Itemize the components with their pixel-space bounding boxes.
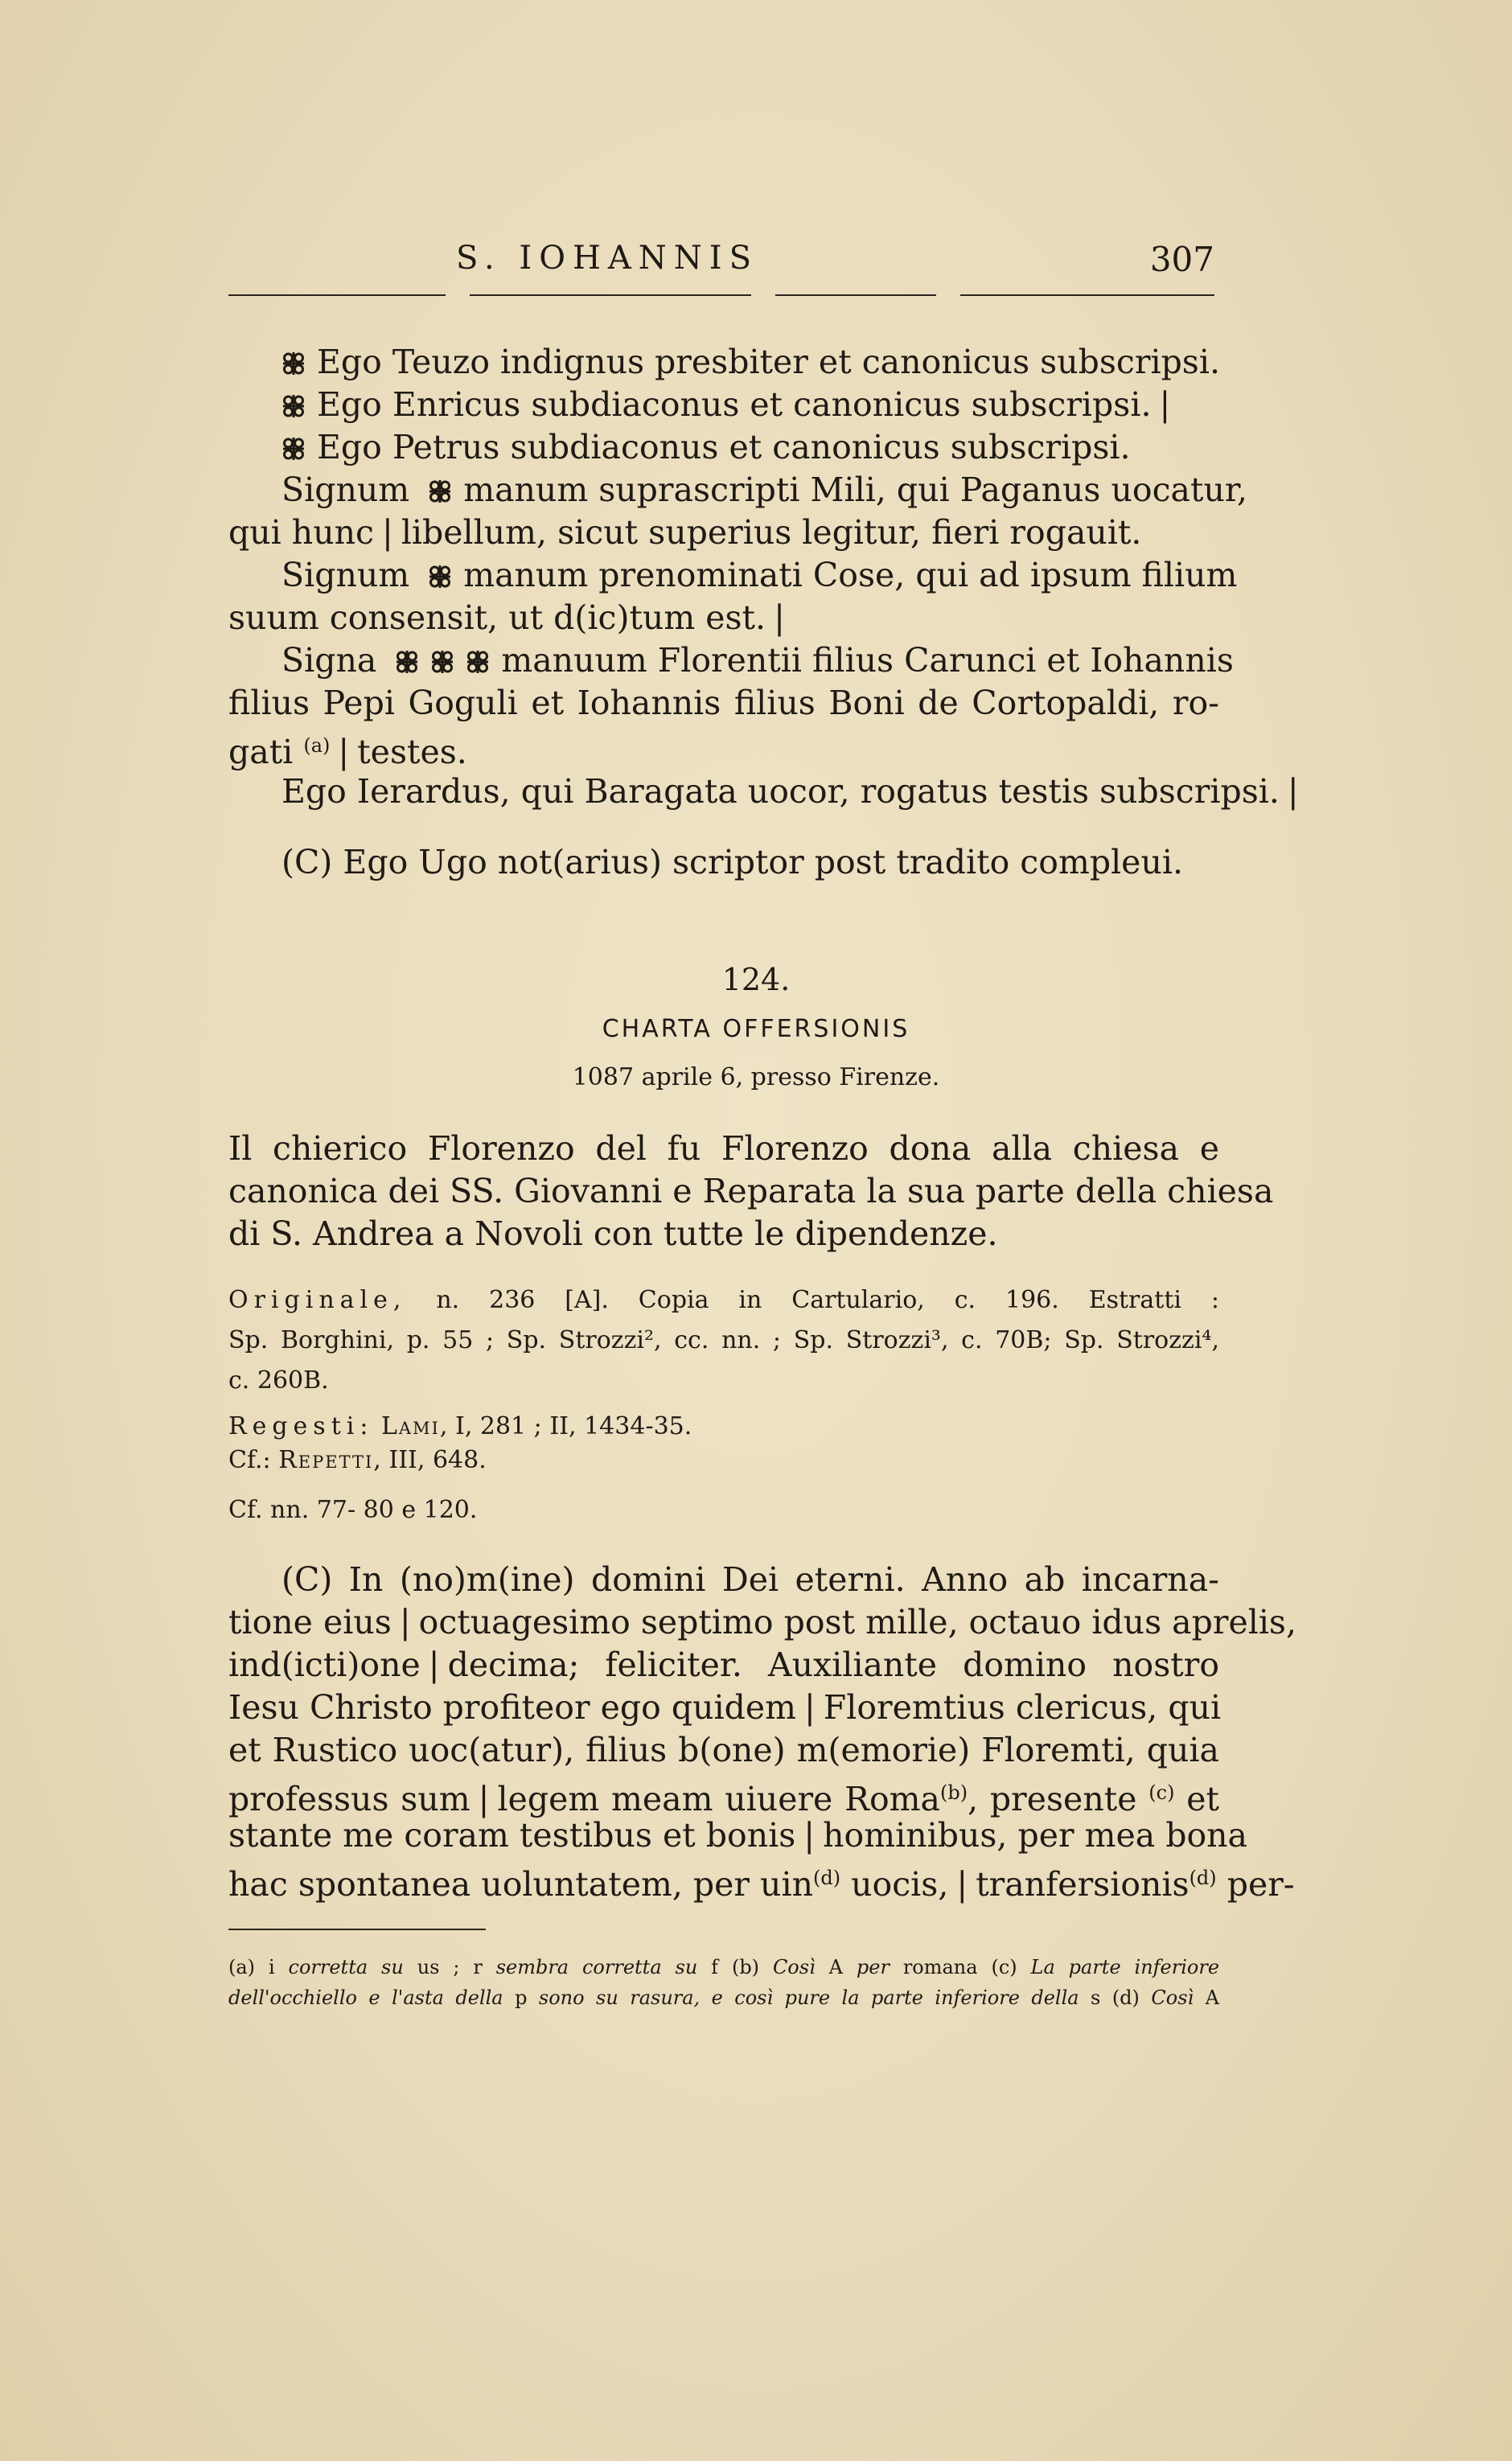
footnote-mark: (a) bbox=[303, 734, 331, 757]
text-part: tione eius bbox=[228, 1603, 392, 1641]
footnote-rule bbox=[228, 1929, 486, 1930]
subscription-line bbox=[228, 725, 1219, 773]
text-part: , presente bbox=[968, 1780, 1137, 1818]
text-line: (C) In (no)m(ine) domini Dei eterni. Anno ab incarna- bbox=[281, 1560, 1219, 1599]
author-repetti: Repetti bbox=[278, 1446, 374, 1474]
running-title: S. IOHANNIS bbox=[456, 240, 758, 277]
line-text: qui hunc bbox=[228, 513, 374, 552]
footnote-text: A bbox=[828, 1956, 843, 1978]
line-break-mark: | bbox=[774, 598, 785, 637]
footnote-text: dell'occhiello e l'asta della bbox=[228, 1986, 503, 2009]
text-line bbox=[228, 1772, 1219, 1820]
signum-word: Signum bbox=[281, 556, 410, 594]
cf-line: Cf. nn. 77- 80 e 120. bbox=[228, 1496, 478, 1524]
footnote-text: us ; r bbox=[417, 1956, 483, 1978]
subscription-line bbox=[281, 639, 1234, 681]
text-part: hac spontanea uoluntatem, per uin bbox=[228, 1865, 813, 1904]
subscription-line bbox=[281, 384, 1219, 425]
line-break-mark: | bbox=[803, 1688, 816, 1727]
footnote-text: A bbox=[1205, 1986, 1219, 2009]
cross-icon bbox=[466, 643, 490, 668]
text-line bbox=[228, 1644, 1219, 1686]
cf-line bbox=[228, 1443, 1219, 1478]
footnote-line bbox=[228, 1953, 1219, 1982]
subscription-line bbox=[281, 554, 1238, 596]
summary-line: Il chierico Florenzo del fu Florenzo dona alla chiesa e bbox=[228, 1129, 1219, 1168]
text-part: Floremtius clericus, qui bbox=[823, 1688, 1222, 1727]
footnote-text: s bbox=[1091, 1986, 1101, 2009]
line-text: Ego Teuzo indignus presbiter et canonicus subscripsi. bbox=[317, 343, 1220, 381]
page-number: 307 bbox=[1149, 240, 1214, 279]
summary-line: di S. Andrea a Novoli con tutte le dipendenze. bbox=[228, 1214, 998, 1253]
subscription-line bbox=[281, 469, 1247, 511]
text-part: et bbox=[1186, 1780, 1219, 1818]
header-rule bbox=[775, 294, 936, 296]
footnote-mark: (d) bbox=[812, 1867, 841, 1889]
text-line bbox=[228, 1601, 1297, 1643]
text-line bbox=[228, 1814, 1248, 1856]
line-break-mark: | bbox=[428, 1645, 440, 1684]
regesti-label: Regesti: bbox=[228, 1412, 374, 1440]
line-break-mark: | bbox=[803, 1816, 816, 1855]
cross-icon bbox=[281, 344, 306, 370]
footnote-mark: (d) bbox=[1189, 1867, 1217, 1889]
cross-icon bbox=[428, 472, 452, 498]
line-text: Ego Petrus subdiaconus et canonicus subscripsi. bbox=[317, 428, 1131, 466]
text-part: professus sum bbox=[228, 1780, 470, 1818]
line-break-mark: | bbox=[956, 1865, 968, 1904]
subscription-line bbox=[281, 770, 1299, 812]
tradition-text: n. 236 [A]. Copia in Cartulario, c. 196. Estratti : bbox=[436, 1286, 1219, 1314]
footnote-text: La parte inferiore bbox=[1030, 1956, 1220, 1978]
footnote-label: (a) bbox=[228, 1956, 256, 1978]
author-lami: Lami bbox=[381, 1412, 440, 1440]
regesti-line bbox=[228, 1409, 1219, 1444]
footnote-mark: (c) bbox=[1148, 1781, 1175, 1804]
text-part: per- bbox=[1226, 1865, 1295, 1904]
text-part: octuagesimo septimo post mille, octauo idus aprelis, bbox=[418, 1603, 1297, 1641]
text-part: legem meam uiuere Roma bbox=[497, 1780, 940, 1818]
subscription-line bbox=[228, 512, 1219, 553]
footnote-mark: (b) bbox=[939, 1781, 968, 1804]
text-part: tranfersionis bbox=[976, 1865, 1189, 1904]
tradition-line bbox=[228, 1283, 1219, 1318]
completion-line: (C) Ego Ugo not(arius) scriptor post tradito compleui. bbox=[281, 843, 1183, 881]
footnote-line bbox=[228, 1983, 1219, 2012]
signum-word: Signum bbox=[281, 470, 410, 509]
text-part: hominibus, per mea bona bbox=[823, 1816, 1248, 1855]
tradition-line: c. 260B. bbox=[228, 1366, 329, 1395]
line-break-mark: | bbox=[338, 733, 350, 771]
line-text: manum suprascripti Mili, qui Paganus uocatur, bbox=[463, 470, 1247, 509]
line-break-mark: | bbox=[1287, 772, 1299, 811]
document-number: 124. bbox=[721, 962, 791, 997]
line-break-mark: | bbox=[381, 513, 393, 552]
footnote-text: i bbox=[268, 1956, 275, 1978]
text-line bbox=[228, 1857, 1295, 1905]
subscription-line: filius Pepi Goguli et Iohannis filius Boni de Cortopaldi, ro- bbox=[228, 684, 1219, 722]
summary-line: canonica dei SS. Giovanni e Reparata la sua parte della chiesa bbox=[228, 1172, 1274, 1210]
line-break-mark: | bbox=[399, 1603, 411, 1641]
footnote-text: Così bbox=[1151, 1986, 1194, 2009]
text-part: ind(icti)one bbox=[228, 1645, 421, 1684]
footnote-label: (d) bbox=[1111, 1986, 1140, 2009]
line-text: Ego Ierardus, qui Baragata uocor, rogatus testis subscripsi. bbox=[281, 772, 1280, 811]
footnote-text: corretta su bbox=[288, 1956, 404, 1978]
document-title: CHARTA OFFERSIONIS bbox=[602, 1015, 910, 1043]
line-text: Ego Enricus subdiaconus et canonicus subscripsi. bbox=[317, 385, 1152, 424]
text-part: uocis, bbox=[851, 1865, 949, 1904]
footnote-text: sono su rasura, e così pure la parte inferiore della bbox=[538, 1986, 1079, 2009]
cross-icon bbox=[395, 643, 419, 668]
line-text: gati bbox=[228, 733, 294, 771]
line-text: testes. bbox=[357, 733, 467, 771]
text-line: et Rustico uoc(atur), filius b(one) m(emorie) Floremti, quia bbox=[228, 1731, 1219, 1769]
text-line bbox=[228, 1687, 1222, 1728]
header-rule bbox=[228, 294, 446, 296]
footnote-text: Così bbox=[772, 1956, 816, 1978]
header-rule bbox=[470, 294, 751, 296]
footnote-text: sembra corretta su bbox=[495, 1956, 698, 1978]
cross-icon bbox=[281, 429, 306, 455]
footnote-text: romana bbox=[902, 1956, 978, 1978]
tradition-line: Sp. Borghini, p. 55 ; Sp. Strozzi², cc. nn. ; Sp. Strozzi³, c. 70B; Sp. Strozzi⁴, bbox=[228, 1326, 1219, 1354]
text-part: Iesu Christo profiteor ego quidem bbox=[228, 1688, 796, 1727]
regesti-text: , I, 281 ; II, 1434-35. bbox=[439, 1412, 692, 1440]
text-part: decima; feliciter. Auxiliante domino nostro bbox=[447, 1645, 1219, 1684]
originale-label: Originale, bbox=[228, 1286, 407, 1314]
cross-icon bbox=[281, 387, 306, 413]
cf-text: , III, 648. bbox=[373, 1446, 487, 1474]
footnote-label: (c) bbox=[991, 1956, 1017, 1978]
line-text: libellum, sicut superius legitur, fieri rogauit. bbox=[401, 513, 1142, 552]
cf-label: Cf.: bbox=[228, 1446, 271, 1474]
line-text: manum prenominati Cose, qui ad ipsum filium bbox=[463, 556, 1238, 594]
footnote-text: per bbox=[856, 1956, 890, 1978]
subscription-line bbox=[281, 426, 1219, 468]
cross-icon bbox=[428, 557, 452, 583]
signa-word: Signa bbox=[281, 641, 377, 680]
header-rule bbox=[960, 294, 1214, 296]
document-date: 1087 aprile 6, presso Firenze. bbox=[572, 1063, 940, 1091]
line-break-mark: | bbox=[1159, 385, 1171, 424]
subscription-line bbox=[281, 341, 1219, 383]
line-text: manuum Florentii filius Carunci et Iohannis bbox=[501, 641, 1234, 680]
footnote-text: p bbox=[515, 1986, 528, 2009]
footnote-label: (b) bbox=[731, 1956, 760, 1978]
line-break-mark: | bbox=[478, 1780, 490, 1818]
line-text: suum consensit, ut d(ic)tum est. bbox=[228, 598, 766, 637]
subscription-line bbox=[228, 597, 1219, 639]
cross-icon bbox=[430, 643, 454, 668]
text-part: stante me coram testibus et bonis bbox=[228, 1816, 796, 1855]
footnote-text: f bbox=[711, 1956, 719, 1978]
